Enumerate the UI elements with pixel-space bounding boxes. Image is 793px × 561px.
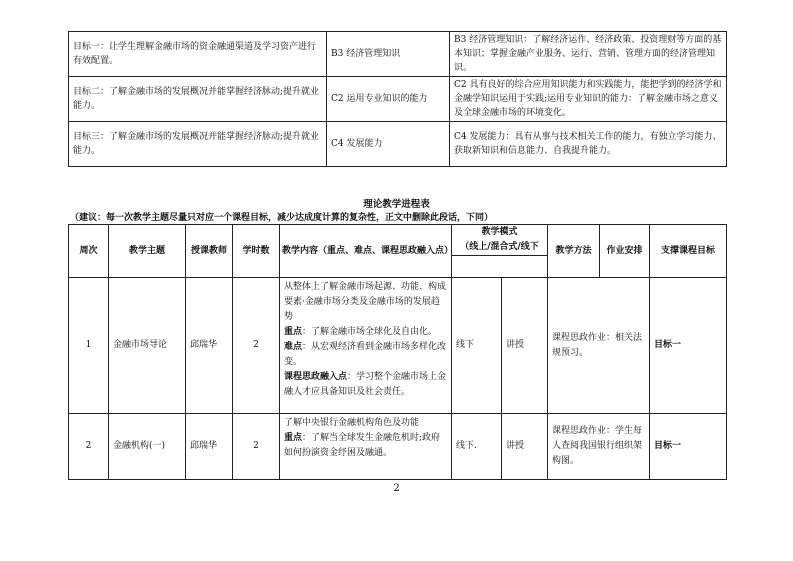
description-cell: C2 具有良好的综合应用知识能力和实践能力，能把学到的经济学和金融学知识运用于实践;运用专业知识的能力：了解金融市场之意义及全球金融市场的环境变化。 [450, 77, 727, 122]
header-mode-sub: （线上/混合式/线下 [460, 242, 539, 252]
key-label: 重点 [284, 433, 303, 443]
content-cell [280, 278, 452, 414]
key-text: ：了解当全球发生金融危机时;政府如何扮演资金纾困及融通。 [284, 433, 441, 458]
hard-text: ：从宏观经济看到金融市场多样化改变。 [284, 342, 447, 367]
homework-cell: 课程思政作业：学生每人查阅我国银行组织架构图。 [548, 414, 650, 480]
ideo-label: 课程思政融入点 [284, 372, 348, 382]
schedule-table [68, 224, 727, 480]
header-content: 教学内容（重点、难点、课程思政融入点） [280, 225, 452, 278]
table-row [69, 414, 727, 480]
knowledge-cell: B3 经济管理知识 [327, 32, 450, 77]
hours-cell: 2 [233, 414, 280, 480]
table-row [69, 278, 727, 414]
content-cell [280, 414, 452, 480]
knowledge-cell: C2 运用专业知识的能力 [327, 77, 450, 122]
header-mode-label: 教学模式 [481, 227, 518, 237]
header-week: 周次 [69, 225, 109, 278]
header-topic: 教学主题 [109, 225, 186, 278]
goal-cell: 目标一 [650, 278, 727, 414]
header-row [69, 225, 727, 256]
page-number: 2 [393, 483, 400, 494]
mode-cell: 线下 [452, 278, 502, 414]
key-label: 重点 [284, 327, 303, 337]
goal-cell: 目标三：了解金融市场的发展概况并能掌握经济脉动;提升就业能力。 [69, 122, 327, 167]
header-hours: 学时数 [233, 225, 280, 278]
week-cell: 1 [69, 278, 109, 414]
content-intro: 了解中央银行金融机构角色及功能 [284, 418, 420, 428]
header-mode [452, 225, 548, 256]
goal-cell: 目标一 [650, 414, 727, 480]
content-intro: 从整体上了解金融市场起源、功能、构成要素·金融市场分类及金融市场的发展趋势 [284, 282, 447, 322]
week-cell: 2 [69, 414, 109, 480]
teacher-cell: 邱瑞华 [186, 278, 233, 414]
teacher-cell: 邱瑞华 [186, 414, 233, 480]
header-homework: 作业安排 [600, 225, 650, 278]
header-goal: 支撑课程目标 [650, 225, 727, 278]
course-goals-table [68, 31, 727, 167]
goal-cell: 目标二：了解金融市场的发展概况并能掌握经济脉动;提升就业能力。 [69, 77, 327, 122]
hard-label: 难点 [284, 342, 303, 352]
hours-cell: 2 [233, 278, 280, 414]
ideo-text: ：学习整个金融市场上金融人才应具备知识及社会责任。 [284, 372, 447, 397]
header-teacher: 授课教师 [186, 225, 233, 278]
key-text: ：了解金融市场全球化及自由化。 [302, 327, 438, 337]
description-cell: C4 发展能力：具有从事与技术相关工作的能力，有独立学习能力、获取新知识和信息能力、自我提升能力。 [450, 122, 727, 167]
knowledge-cell: C4 发展能力 [327, 122, 450, 167]
method-cell: 讲授 [502, 278, 548, 414]
mode-cell: 线下. [452, 414, 502, 480]
table-row [69, 32, 727, 77]
topic-cell: 金融机构(一) [109, 414, 186, 480]
topic-cell: 金融市场导论 [109, 278, 186, 414]
header-method: 教学方法 [548, 225, 600, 278]
schedule-note: （建议：每一次教学主题尽量只对应一个课程目标，减少达成度计算的复杂性，正文中删除此段话，下同） [70, 213, 494, 223]
goal-cell: 目标一：让学生理解金融市场的资金融通渠道及学习资产进行有效配置。 [69, 32, 327, 77]
homework-cell: 课程思政作业：相关法规预习。 [548, 278, 650, 414]
schedule-title: 理论教学进程表 [363, 199, 430, 210]
table-row [69, 122, 727, 167]
table-row [69, 77, 727, 122]
description-cell: B3 经济管理知识：了解经济运作、经济政策、投资理财等方面的基本知识；掌握金融产业服务、运行、营销、管理方面的经济管理知识。 [450, 32, 727, 77]
method-cell: 讲授 [502, 414, 548, 480]
